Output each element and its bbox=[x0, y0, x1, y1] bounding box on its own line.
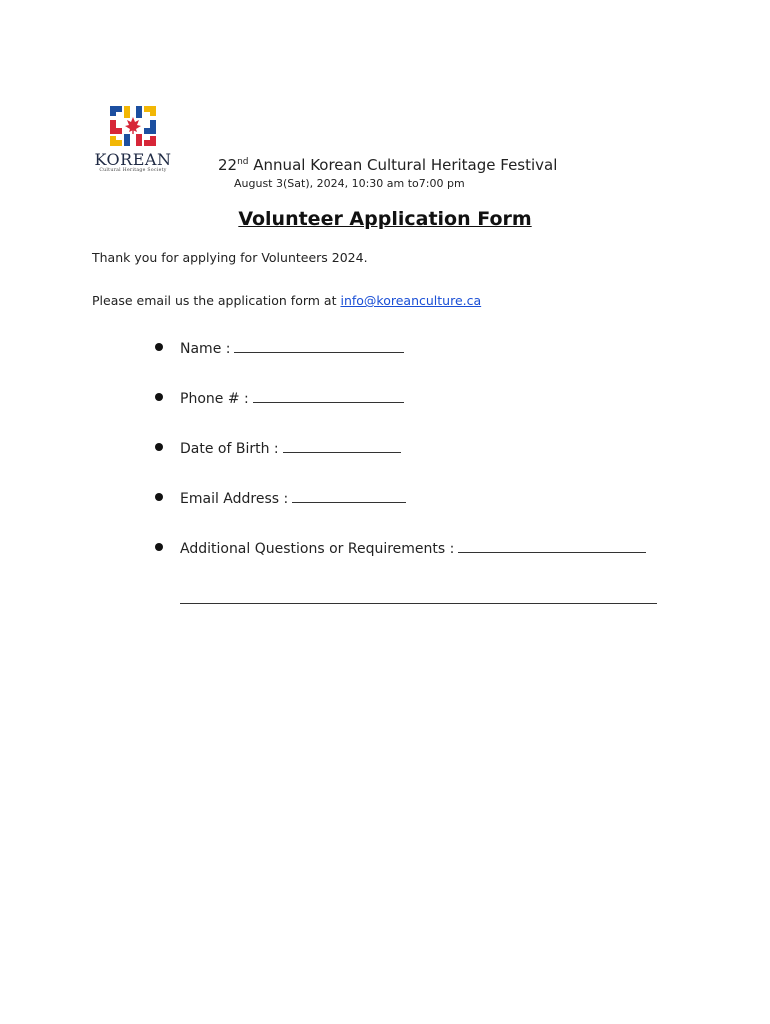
email-prompt-text: Please email us the application form at bbox=[92, 293, 341, 308]
phone-field bbox=[155, 388, 404, 407]
email-address-blank-line[interactable] bbox=[292, 488, 406, 503]
bullet-icon bbox=[155, 343, 163, 351]
thank-you-text: Thank you for applying for Volunteers 2024. bbox=[92, 250, 368, 265]
festival-date-time: August 3(Sat), 2024, 10:30 am to7:00 pm bbox=[234, 177, 465, 190]
logo-subtitle: Cultural Heritage Society bbox=[99, 168, 167, 173]
phone-label: Phone # : bbox=[180, 391, 249, 407]
email-link[interactable]: info@koreanculture.ca bbox=[340, 293, 482, 308]
additional-questions-label: Additional Questions or Requirements : bbox=[180, 541, 455, 557]
name-blank-line[interactable] bbox=[234, 338, 404, 353]
korean-heritage-logo-icon bbox=[108, 104, 158, 148]
bullet-icon bbox=[155, 543, 163, 551]
bullet-icon bbox=[155, 443, 163, 451]
date-of-birth-label: Date of Birth : bbox=[180, 441, 279, 457]
email-instruction bbox=[92, 293, 481, 308]
email-address-field bbox=[155, 488, 406, 507]
name-label: Name : bbox=[180, 341, 231, 357]
date-of-birth-field bbox=[155, 438, 401, 457]
email-address-label: Email Address : bbox=[180, 491, 289, 507]
festival-number: 22 bbox=[218, 156, 238, 174]
festival-ordinal-suffix: nd bbox=[237, 157, 249, 167]
additional-questions-blank-line[interactable] bbox=[458, 538, 646, 553]
date-of-birth-blank-line[interactable] bbox=[283, 438, 401, 453]
bullet-icon bbox=[155, 493, 163, 501]
name-field bbox=[155, 338, 404, 357]
festival-title-text: Annual Korean Cultural Heritage Festival bbox=[248, 156, 558, 174]
logo-wordmark: KOREAN bbox=[94, 150, 172, 169]
additional-questions-continuation-line[interactable] bbox=[180, 603, 657, 604]
additional-questions-field bbox=[155, 538, 646, 557]
organization-logo bbox=[92, 104, 174, 174]
bullet-icon bbox=[155, 393, 163, 401]
form-title: Volunteer Application Form bbox=[238, 208, 532, 230]
festival-title bbox=[218, 156, 557, 174]
phone-blank-line[interactable] bbox=[253, 388, 404, 403]
